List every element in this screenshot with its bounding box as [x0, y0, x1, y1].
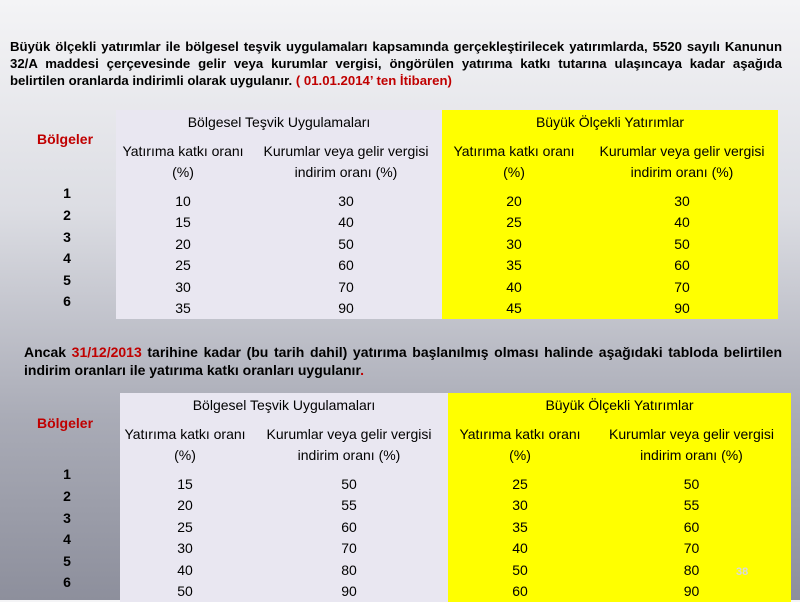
region-number: 3 [57, 229, 77, 245]
group-header-large-scale: Büyük Ölçekli Yatırımlar [442, 110, 778, 134]
transition-text-dot: . [360, 362, 364, 378]
group-header-regional: Bölgesel Teşvik Uygulamaları [120, 393, 448, 417]
table-cell: 20 [116, 233, 250, 255]
region-number: 2 [57, 488, 77, 504]
table-cell: 80 [250, 559, 448, 581]
table-cell: 15 [120, 473, 250, 495]
col-header-contribution-rate: Yatırıma katkı oranı (%) [442, 134, 586, 190]
table-cell: 25 [448, 473, 592, 495]
region-number: 1 [57, 185, 77, 201]
table-cell: 70 [592, 538, 791, 560]
intro-text: Büyük ölçekli yatırımlar ile bölgesel teşvik uygulamaları kapsamında gerçekleştirilecek yatırımlarda, 5520 sayılı Kanunun 32/A maddesi çerçevesinde gelir veya kurumlar vergisi, öngörülen yatırıma katkı tutarına ulaşıncaya kadar aşağıda belirtilen oranlarda indirimli olarak uygulanır. [10, 39, 782, 88]
col-header-contribution-rate: Yatırıma katkı oranı (%) [116, 134, 250, 190]
transition-paragraph [24, 343, 782, 379]
table-cell: 35 [116, 298, 250, 320]
region-number: 5 [57, 553, 77, 569]
table-row [116, 190, 778, 212]
table-cell: 35 [442, 255, 586, 277]
table-cell: 80 [592, 559, 791, 581]
table-cell: 40 [586, 212, 778, 234]
table-row [116, 298, 778, 320]
table-row [116, 276, 778, 298]
table-cell: 60 [592, 516, 791, 538]
table-cell: 60 [250, 255, 442, 277]
table-row [120, 559, 791, 581]
table-row [116, 255, 778, 277]
page-number: 38 [736, 566, 748, 578]
region-number: 2 [57, 207, 77, 223]
group-header-regional: Bölgesel Teşvik Uygulamaları [116, 110, 442, 134]
table-cell: 70 [250, 538, 448, 560]
table-cell: 90 [592, 581, 791, 602]
col-header-tax-reduction-rate: Kurumlar veya gelir vergisi indirim oranı (%) [592, 417, 791, 473]
table-cell: 90 [250, 298, 442, 320]
group-header-large-scale: Büyük Ölçekli Yatırımlar [448, 393, 791, 417]
table-cell: 30 [116, 276, 250, 298]
table-cell: 50 [448, 559, 592, 581]
table-cell: 50 [586, 233, 778, 255]
col-header-tax-reduction-rate: Kurumlar veya gelir vergisi indirim oranı (%) [250, 417, 448, 473]
intro-paragraph [10, 38, 782, 89]
table-cell: 40 [448, 538, 592, 560]
regions-label: Bölgeler [37, 131, 93, 147]
region-number: 5 [57, 272, 77, 288]
table-cell: 30 [442, 233, 586, 255]
table-cell: 45 [442, 298, 586, 320]
table-cell: 25 [116, 255, 250, 277]
table-cell: 20 [120, 495, 250, 517]
table-cell: 20 [442, 190, 586, 212]
table-row [120, 538, 791, 560]
region-number: 4 [57, 531, 77, 547]
table-row [120, 516, 791, 538]
transition-date: 31/12/2013 [72, 344, 142, 360]
table-cell: 50 [592, 473, 791, 495]
region-number: 6 [57, 574, 77, 590]
table-cell: 25 [442, 212, 586, 234]
regions-label: Bölgeler [37, 415, 93, 431]
table-cell: 30 [448, 495, 592, 517]
transition-text-post: tarihine kadar (bu tarih dahil) yatırıma başlanılmış olması halinde aşağıdaki tabloda belirtilen indirim oranları ile yatırıma katkı oranları uygulanır [24, 344, 782, 378]
transition-text-pre: Ancak [24, 344, 72, 360]
table-row [120, 581, 791, 602]
table-row [116, 212, 778, 234]
table-cell: 40 [442, 276, 586, 298]
table-cell: 50 [250, 233, 442, 255]
table-cell: 40 [250, 212, 442, 234]
table-cell: 50 [250, 473, 448, 495]
table-cell: 30 [120, 538, 250, 560]
table-cell: 35 [448, 516, 592, 538]
incentive-table-2013 [120, 393, 791, 602]
table-cell: 10 [116, 190, 250, 212]
table-cell: 55 [592, 495, 791, 517]
table-row [120, 473, 791, 495]
region-number: 4 [57, 250, 77, 266]
table-cell: 40 [120, 559, 250, 581]
table-cell: 70 [250, 276, 442, 298]
table-cell: 60 [448, 581, 592, 602]
table-cell: 15 [116, 212, 250, 234]
incentive-table-2014 [116, 110, 778, 319]
region-number: 1 [57, 466, 77, 482]
region-number: 6 [57, 293, 77, 309]
intro-date-note: ( 01.01.2014’ ten İtibaren) [296, 73, 452, 88]
col-header-tax-reduction-rate: Kurumlar veya gelir vergisi indirim oranı (%) [250, 134, 442, 190]
table-cell: 90 [250, 581, 448, 602]
table-cell: 50 [120, 581, 250, 602]
region-number: 3 [57, 510, 77, 526]
table-cell: 90 [586, 298, 778, 320]
col-header-contribution-rate: Yatırıma katkı oranı (%) [120, 417, 250, 473]
table-row [116, 233, 778, 255]
col-header-tax-reduction-rate: Kurumlar veya gelir vergisi indirim oranı (%) [586, 134, 778, 190]
table-row [120, 495, 791, 517]
col-header-contribution-rate: Yatırıma katkı oranı (%) [448, 417, 592, 473]
table-cell: 70 [586, 276, 778, 298]
table-cell: 30 [586, 190, 778, 212]
table-cell: 30 [250, 190, 442, 212]
table-cell: 60 [586, 255, 778, 277]
table-cell: 60 [250, 516, 448, 538]
table-cell: 25 [120, 516, 250, 538]
table-cell: 55 [250, 495, 448, 517]
